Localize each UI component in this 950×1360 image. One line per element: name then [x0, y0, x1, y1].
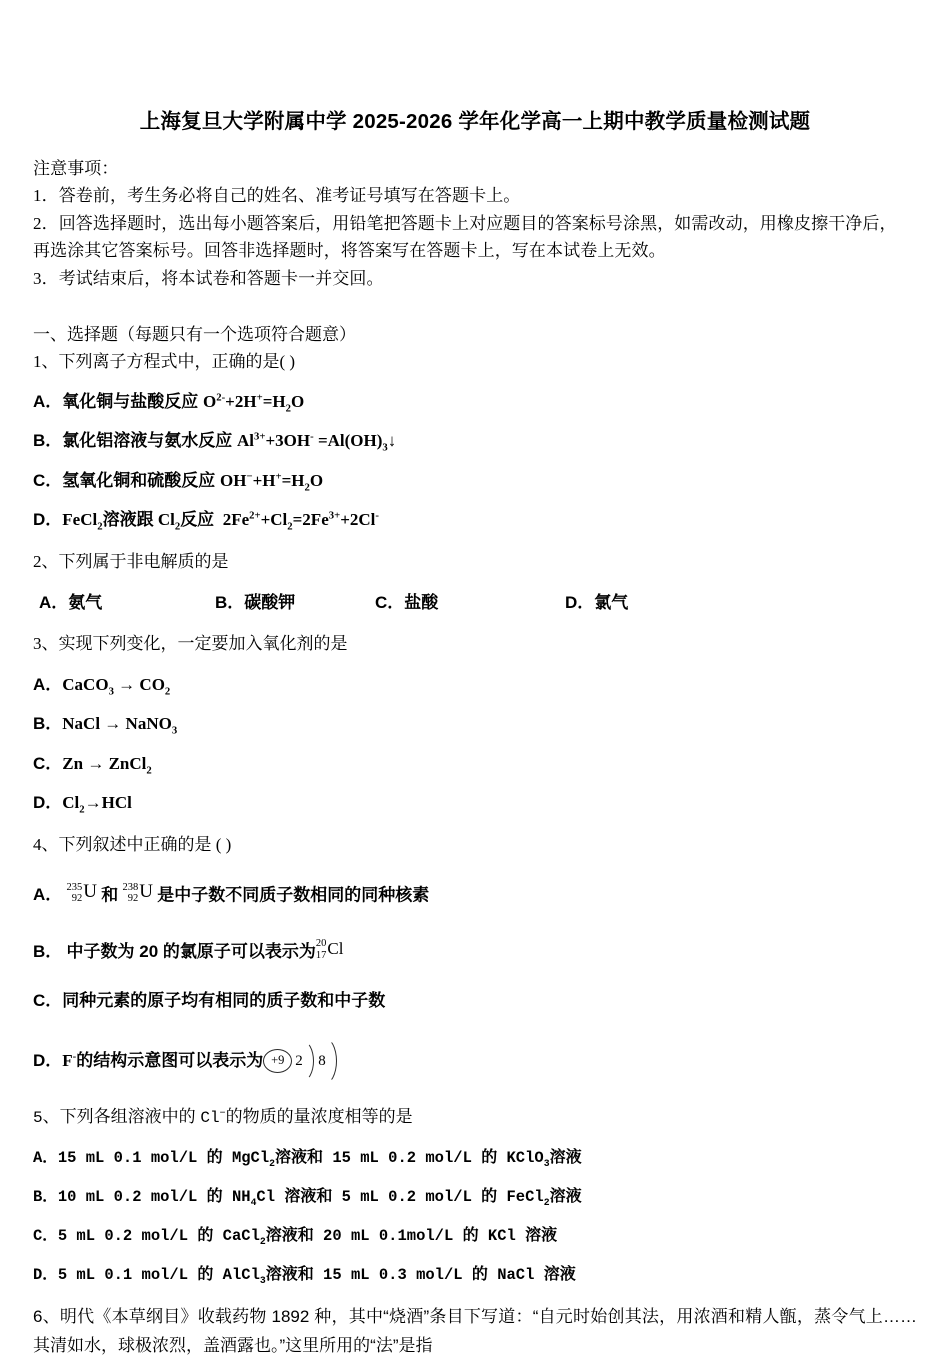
mass-number: 235: [66, 881, 83, 893]
spacer: [33, 292, 917, 322]
question-4-text: 下列叙述中正确的是 ( ): [58, 834, 232, 854]
element-symbol: U: [83, 880, 98, 902]
question-1-text: 下列离子方程式中，正确的是( ): [58, 351, 296, 371]
conjunction-text: 和: [101, 885, 119, 905]
option-label: C．: [33, 470, 63, 490]
option-label: B．: [33, 714, 63, 734]
question-2-options: [33, 588, 917, 616]
question-1-stem: [33, 349, 917, 375]
question-2-option-d[interactable]: [565, 588, 628, 613]
option-text: 氨气: [68, 593, 103, 613]
question-4-option-b[interactable]: [33, 936, 917, 965]
shell-1-electron-count: 2: [295, 1052, 303, 1069]
option-label: D．: [33, 510, 63, 530]
option-text: 中子数为 20 的氯原子可以表示为: [66, 941, 316, 961]
question-4-option-d[interactable]: [33, 1036, 917, 1086]
element-symbol: U: [139, 880, 153, 902]
option-label: D．: [33, 793, 63, 813]
question-3-option-b[interactable]: [33, 711, 917, 737]
question-6-text: 明代《本草纲目》收载药物 1892 种，其中“烧酒”条目下写道：“自元时始创其法，用浓酒和精人甑，蒸令气上……其清如水，球极浓烈，盖酒露也。”这里所用的“法”是指: [33, 1306, 918, 1355]
page-title: 上海复旦大学附属中学 2025-2026 学年化学高一上期中教学质量检测试题: [139, 110, 811, 133]
option-text: 15 mL 0.1 mol/L 的 MgCl$_2$溶液和 15 mL 0.2 mol/L 的 KClO$_3$溶液: [57, 1148, 582, 1169]
option-formula: FeCl$_2$溶液跟 $Cl_2$反应 $2Fe^{2+}+Cl_2=2Fe^{3+}+2Cl^-$: [62, 509, 379, 533]
option-label: D．: [565, 593, 595, 613]
option-text: 氢氧化铜和硫酸反应: [62, 470, 221, 490]
chloride-symbol: Cl−: [200, 1108, 226, 1127]
question-2-sep: 、: [41, 551, 59, 571]
option-label: A．: [39, 593, 69, 613]
option-text: 盐酸: [404, 593, 439, 613]
nuclide-uranium-235: [67, 878, 97, 908]
element-symbol: Cl: [327, 938, 344, 958]
option-text: 10 mL 0.2 mol/L 的 $NH_4Cl$ 溶液和 5 mL 0.2 mol/L 的 FeCl$_2$溶液: [57, 1187, 582, 1209]
question-4-stem: [33, 832, 917, 858]
atomic-number: 92: [127, 893, 139, 905]
nucleus-charge: +9: [263, 1049, 292, 1073]
notice-block: [33, 155, 917, 293]
notice-line-4: 3．考试结束后，将本试卷和答题卡一并交回。: [33, 268, 384, 288]
shell-2-electron-count: 8: [318, 1052, 326, 1069]
option-formula: CaCO$_3$ → $CO_2$: [62, 674, 171, 698]
question-5-text-b: 的物质的量浓度相等的是: [225, 1106, 413, 1126]
option-formula: NaCl → NaNO$_3$: [62, 714, 178, 737]
option-label: B．: [33, 1187, 58, 1206]
option-formula: $OH^-+H^+=H_2O$: [220, 470, 324, 494]
question-1-option-d[interactable]: [33, 507, 917, 533]
atomic-number: 17: [315, 949, 327, 961]
question-1-option-a[interactable]: [33, 389, 917, 415]
option-text: 5 mL 0.1 mol/L 的 AlCl$_3$溶液和 15 mL 0.3 mol/L 的 NaCl 溶液: [57, 1266, 576, 1287]
option-formula: Zn → ZnCl$_2$: [62, 753, 152, 777]
question-1-option-b[interactable]: [33, 428, 917, 454]
option-text: 同种元素的原子均有相同的质子数和中子数: [62, 991, 386, 1011]
atomic-structure-diagram-icon: [263, 1036, 339, 1086]
question-5-option-d[interactable]: [33, 1263, 917, 1287]
option-label: C．: [33, 991, 63, 1011]
option-label: C．: [33, 753, 63, 773]
question-5-sep: 、: [42, 1106, 60, 1126]
question-2-option-b[interactable]: [215, 588, 295, 613]
question-5-text-a: 下列各组溶液中的: [59, 1106, 201, 1126]
question-4-number: 4: [33, 834, 42, 854]
question-5-number: 5: [33, 1108, 43, 1127]
question-3-option-a[interactable]: [33, 672, 917, 698]
question-3-number: 3: [33, 634, 42, 654]
question-6-number: 6: [33, 1306, 43, 1326]
option-text: 碳酸钾: [244, 593, 296, 613]
question-1-option-c[interactable]: [33, 468, 917, 494]
question-1-sep: 、: [41, 351, 59, 371]
question-3-sep: 、: [41, 634, 59, 654]
option-label: A．: [33, 674, 63, 694]
option-formula: $O^{2-}+2H^+=H_2O$: [203, 391, 305, 415]
section-heading: 一、选择题（每题只有一个选项符合题意）: [33, 325, 356, 345]
notice-line-1: 1．答卷前，考生务必将自己的姓名、准考证号填写在答题卡上。: [33, 186, 521, 206]
option-text: 是中子数不同质子数相同的同种核素: [157, 885, 430, 905]
question-6-sep: 、: [42, 1306, 60, 1326]
atomic-number: 92: [71, 893, 83, 905]
question-3-stem: [33, 631, 917, 657]
question-4-sep: 、: [41, 834, 59, 854]
option-label: C．: [33, 1227, 58, 1246]
question-5-option-c[interactable]: [33, 1224, 917, 1248]
notice-line-2: 2．回答选择题时，选出每小题答案后，用铅笔把答题卡上对应题目的答案标号涂黑，如需改动，用橡皮擦干净后，: [33, 213, 897, 233]
notice-heading: 注意事项：: [33, 158, 119, 178]
option-label: A．: [33, 885, 63, 905]
option-text: 氯气: [594, 593, 629, 613]
nuclide-uranium-238: [123, 878, 153, 908]
question-6-stem: [33, 1302, 917, 1360]
question-3-option-d[interactable]: [33, 790, 917, 816]
option-label: A．: [33, 391, 63, 411]
mass-number: 20: [315, 938, 327, 950]
option-label: A．: [33, 1148, 58, 1167]
fluoride-ion-symbol: F-: [62, 1050, 77, 1070]
question-5-stem: [33, 1104, 917, 1131]
question-2-number: 2: [33, 551, 42, 571]
option-label: B．: [33, 431, 63, 451]
question-4-option-c[interactable]: [33, 988, 917, 1014]
question-2-stem: [33, 549, 917, 575]
question-4-option-a[interactable]: [33, 878, 917, 908]
mass-number: 238: [122, 881, 139, 893]
option-label: B．: [33, 941, 63, 961]
notice-line-3: 再选涂其它答案标号。回答非选择题时，将答案写在答题卡上，写在本试卷上无效。: [33, 241, 666, 261]
question-2-text: 下列属于非电解质的是: [58, 551, 229, 571]
question-2-option-a[interactable]: [39, 588, 102, 613]
option-text: 氯化铝溶液与氨水反应: [62, 431, 238, 451]
option-text: 氧化铜与盐酸反应: [62, 391, 204, 411]
option-formula: $Al^{3+}+3OH^-$ $=Al(OH)_3↓$: [237, 430, 397, 454]
option-text: 5 mL 0.2 mol/L 的 CaCl$_2$溶液和 20 mL 0.1mol/L 的 KCl 溶液: [57, 1227, 558, 1248]
question-3-text: 实现下列变化，一定要加入氧化剂的是: [58, 634, 348, 654]
question-5-option-b[interactable]: [33, 1185, 917, 1209]
option-label: B．: [215, 593, 245, 613]
question-5-option-a[interactable]: [33, 1146, 917, 1170]
question-2-option-c[interactable]: [375, 588, 438, 613]
option-label: C．: [375, 593, 405, 613]
nuclide-chlorine-20: [316, 936, 344, 965]
option-formula: $Cl_2\to HCl$: [62, 793, 132, 816]
question-1-number: 1: [33, 351, 42, 371]
option-text: 的结构示意图可以表示为: [76, 1050, 264, 1070]
question-3-option-c[interactable]: [33, 751, 917, 777]
option-label: D．: [33, 1266, 58, 1285]
option-label: D．: [33, 1050, 63, 1070]
